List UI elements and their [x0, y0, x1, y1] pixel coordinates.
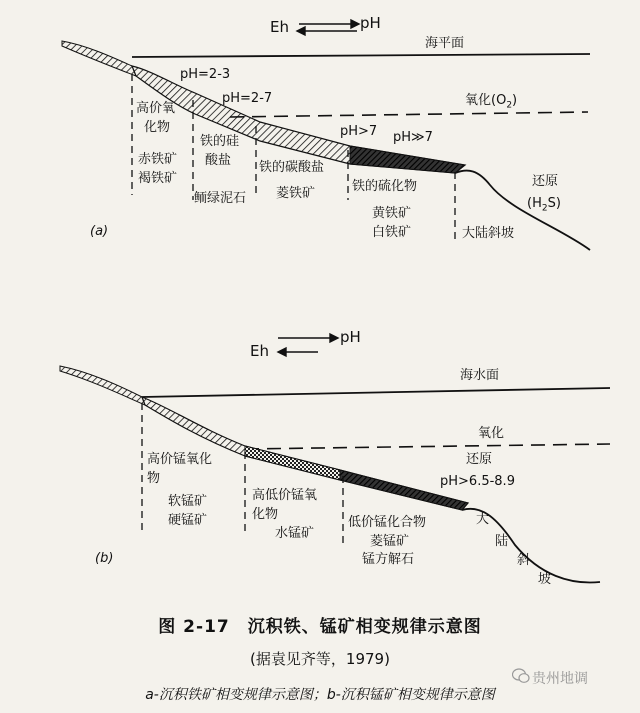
zone1-title-line2-a: 化物	[144, 120, 171, 135]
eh-ph-arrows-a	[297, 20, 359, 35]
diagram-b	[60, 334, 610, 583]
eh-label-a: Eh	[270, 18, 289, 36]
wechat-icon	[512, 668, 530, 684]
figure-source: (据袁见齐等，1979)	[250, 650, 390, 668]
sea-level-label-b: 海水面	[460, 368, 500, 383]
zone2-title-line2-b: 化物	[252, 507, 279, 522]
eh-label-b: Eh	[250, 342, 269, 360]
zone1-mineral1-b: 软锰矿	[168, 494, 208, 509]
shoreline-hatch-b	[60, 366, 145, 405]
zone1-mineral2-a: 褐铁矿	[138, 171, 178, 186]
watermark-text: 贵州地调	[532, 671, 588, 687]
zone3-title-a: 铁的碳酸盐	[259, 160, 325, 175]
ph-value-1-a: pH=2-3	[180, 67, 231, 82]
figure-legend: a-沉积铁矿相变规律示意图；b-沉积锰矿相变规律示意图	[145, 687, 495, 703]
ph-label-b: pH	[340, 328, 361, 346]
zone1-title-line1-a: 高价氧	[136, 101, 176, 116]
ph-value-3-a: pH>7	[340, 124, 378, 139]
slope-char1-b: 大	[476, 512, 490, 527]
diagram-a	[62, 20, 590, 250]
carbonate-band-b	[245, 446, 340, 480]
reducing-formula-a: $(H_2S)$	[527, 196, 561, 214]
reducing-label-b: 还原	[466, 452, 493, 467]
sea-level-line-b	[142, 388, 610, 397]
ph-label-a: pH	[360, 14, 381, 32]
redox-boundary-a	[230, 112, 588, 117]
zone1-mineral1-a: 赤铁矿	[138, 152, 178, 167]
zone3-mineral2-b: 锰方解石	[362, 552, 415, 567]
sulfide-band-a	[350, 146, 465, 173]
oxidizing-label-b: 氧化	[478, 426, 505, 441]
panel-label-b: (b)	[95, 551, 114, 566]
reducing-label-a: 还原	[532, 174, 559, 189]
sea-level-line-a	[132, 54, 590, 57]
ph-value-b: pH>6.5-8.9	[440, 474, 515, 489]
zone2-mineral-a: 鲕绿泥石	[194, 191, 247, 206]
slope-label-a: 大陆斜坡	[462, 226, 515, 241]
zone2-title-line1-b: 高低价锰氧	[252, 488, 318, 503]
redox-boundary-b	[245, 444, 610, 449]
zone1-title-line1-b: 高价锰氧化	[147, 452, 213, 467]
slope-char2-b: 陆	[495, 534, 509, 549]
zone3-title-b: 低价锰化合物	[348, 515, 427, 530]
zone4-mineral1-a: 黄铁矿	[372, 206, 412, 221]
panel-label-a: (a)	[90, 224, 109, 239]
figure-title: 图 2-17 沉积铁、锰矿相变规律示意图	[158, 617, 482, 637]
eh-ph-arrows-b	[278, 334, 338, 356]
zone2-title-line1-a: 铁的硅	[200, 134, 240, 149]
slope-char4-b: 坡	[538, 572, 552, 587]
zone2-title-line2-a: 酸盐	[205, 153, 232, 168]
ph-value-4-a: pH≫7	[393, 130, 433, 145]
shoreline-hatch-a	[62, 41, 136, 76]
zone3-mineral-a: 菱铁矿	[276, 186, 316, 201]
ph-value-2-a: pH=2-7	[222, 91, 273, 106]
slope-char3-b: 斜	[517, 553, 531, 568]
sea-level-label-a: 海平面	[425, 36, 465, 51]
zone1-mineral2-b: 硬锰矿	[168, 513, 208, 528]
zone3-mineral1-b: 菱锰矿	[370, 534, 410, 549]
zone1-title-line2-b: 物	[147, 471, 161, 486]
zone4-mineral2-a: 白铁矿	[372, 225, 412, 240]
zone2-mineral-b: 水锰矿	[275, 526, 315, 541]
zone4-title-a: 铁的硫化物	[352, 179, 418, 194]
oxidizing-label-a: 氧化$(O_2)$	[465, 93, 518, 111]
